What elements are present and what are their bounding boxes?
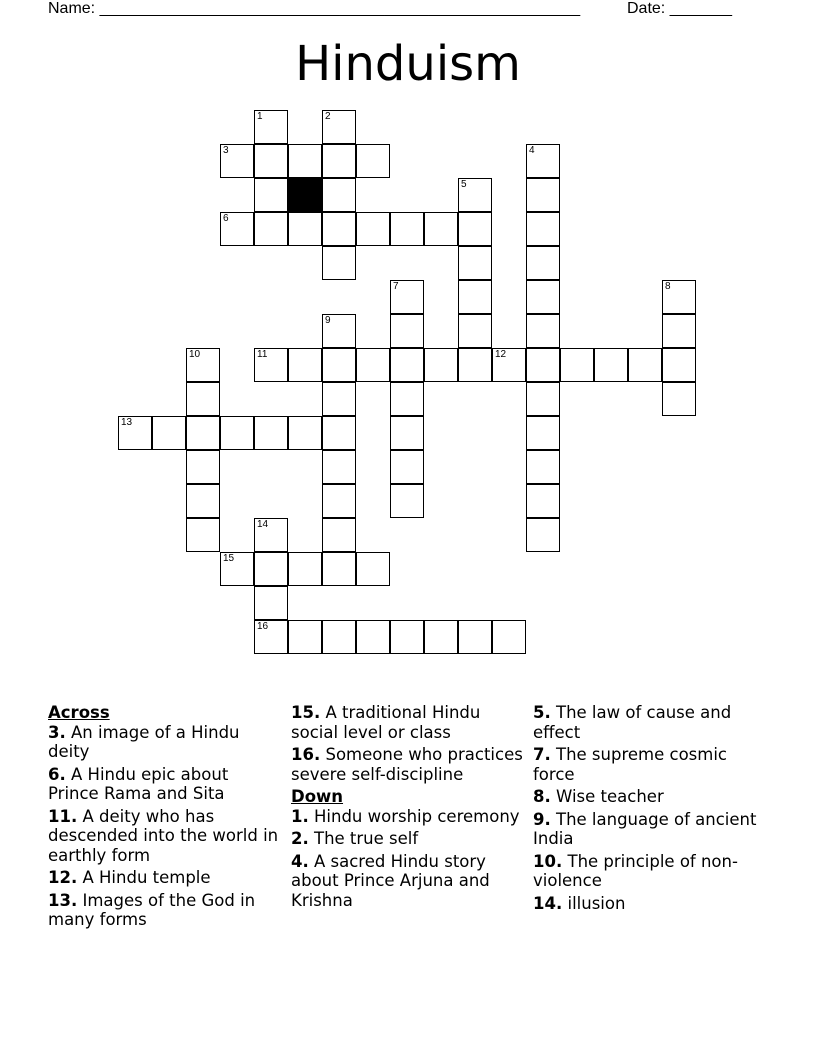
crossword-cell[interactable] (390, 314, 424, 348)
crossword-cell[interactable] (186, 382, 220, 416)
clue-across-11 (48, 807, 280, 866)
clue-column-1 (48, 703, 280, 933)
crossword-cell[interactable] (356, 144, 390, 178)
crossword-cell[interactable] (356, 212, 390, 246)
crossword-cell[interactable] (458, 246, 492, 280)
crossword-cell[interactable] (288, 144, 322, 178)
clue-number: 2. (291, 829, 309, 848)
crossword-cell[interactable] (662, 280, 696, 314)
clue-down-4 (291, 852, 523, 911)
cell-number: 15 (223, 553, 235, 564)
crossword-cell[interactable] (254, 348, 288, 382)
clue-number: 8. (533, 787, 551, 806)
crossword-cell[interactable] (322, 416, 356, 450)
clue-down-7 (533, 745, 773, 784)
crossword-cell[interactable] (322, 314, 356, 348)
crossword-cell[interactable] (458, 348, 492, 382)
name-field-label: Name: ______________________________________________________ (48, 0, 581, 17)
clue-down-2 (291, 829, 523, 849)
crossword-cell[interactable] (458, 620, 492, 654)
cell-number: 7 (393, 281, 399, 292)
clue-number: 16. (291, 745, 321, 764)
crossword-cell[interactable] (492, 348, 526, 382)
crossword-cell[interactable] (390, 348, 424, 382)
clue-text: A Hindu epic about Prince Rama and Sita (48, 764, 229, 803)
clue-text: A traditional Hindu social level or class (291, 703, 481, 742)
crossword-cell[interactable] (458, 280, 492, 314)
page-title: Hinduism (295, 36, 521, 92)
crossword-cell[interactable] (526, 382, 560, 416)
clue-number: 9. (533, 809, 551, 829)
crossword-cell[interactable] (390, 382, 424, 416)
crossword-cell[interactable] (458, 212, 492, 246)
crossword-cell[interactable] (662, 382, 696, 416)
crossword-cell[interactable] (492, 620, 526, 654)
crossword-cell[interactable] (118, 416, 152, 450)
cell-number: 2 (325, 111, 331, 122)
crossword-cell[interactable] (322, 484, 356, 518)
crossword-cell[interactable] (526, 450, 560, 484)
clue-text: A deity who has descended into the world in earthly form (48, 806, 279, 865)
clue-number: 12. (48, 868, 78, 887)
crossword-cell[interactable] (186, 348, 220, 382)
crossword-cell[interactable] (152, 416, 186, 450)
crossword-cell[interactable] (526, 518, 560, 552)
cell-number: 9 (325, 315, 331, 326)
crossword-cell[interactable] (322, 518, 356, 552)
clue-number: 15. (291, 703, 321, 722)
crossword-cell[interactable] (322, 552, 356, 586)
clue-down-14 (533, 894, 773, 914)
cell-number: 11 (257, 349, 268, 360)
clue-down-8 (533, 787, 773, 807)
date-field-label: Date: _______ (627, 0, 732, 17)
crossword-cell[interactable] (288, 552, 322, 586)
crossword-cell[interactable] (288, 212, 322, 246)
clue-number: 4. (291, 851, 309, 871)
crossword-cell[interactable] (662, 348, 696, 382)
clue-text: Someone who practices severe self-discipline (291, 745, 523, 784)
crossword-cell[interactable] (526, 416, 560, 450)
crossword-cell[interactable] (458, 314, 492, 348)
cell-number: 6 (223, 213, 229, 224)
crossword-cell[interactable] (390, 280, 424, 314)
clue-down-1 (291, 807, 523, 827)
clue-across-16 (291, 745, 523, 784)
crossword-cell[interactable] (458, 178, 492, 212)
crossword-cell[interactable] (628, 348, 662, 382)
crossword-cell[interactable] (220, 416, 254, 450)
cell-number: 13 (121, 417, 133, 428)
crossword-cell[interactable] (356, 620, 390, 654)
crossword-cell[interactable] (526, 144, 560, 178)
crossword-cell[interactable] (390, 416, 424, 450)
crossword-cell[interactable] (254, 144, 288, 178)
clue-number: 11. (48, 806, 78, 826)
clue-text: An image of a Hindu deity (48, 722, 240, 761)
crossword-cell[interactable] (390, 212, 424, 246)
crossword-cell[interactable] (322, 144, 356, 178)
clue-across-3 (48, 723, 280, 762)
crossword-cell[interactable] (662, 314, 696, 348)
crossword-cell[interactable] (526, 178, 560, 212)
crossword-cell[interactable] (254, 416, 288, 450)
crossword-cell[interactable] (322, 348, 356, 382)
crossword-cell[interactable] (186, 484, 220, 518)
clue-number: 6. (48, 764, 66, 784)
crossword-cell[interactable] (254, 178, 288, 212)
crossword-cell[interactable] (254, 110, 288, 144)
clue-across-13 (48, 891, 280, 930)
cell-number: 8 (665, 281, 671, 292)
crossword-cell[interactable] (526, 348, 560, 382)
crossword-cell[interactable] (288, 620, 322, 654)
crossword-cell[interactable] (186, 518, 220, 552)
clue-number: 14. (533, 893, 563, 913)
cell-number: 12 (495, 349, 507, 360)
crossword-cell[interactable] (526, 280, 560, 314)
clue-text: Wise teacher (556, 787, 664, 806)
clue-text: The supreme cosmic force (533, 745, 727, 784)
cell-number: 3 (223, 145, 229, 156)
crossword-cell[interactable] (526, 314, 560, 348)
crossword-cell[interactable] (254, 552, 288, 586)
clue-column-3 (533, 703, 773, 916)
cell-number: 16 (257, 621, 269, 632)
crossword-cell[interactable] (526, 484, 560, 518)
clue-text: A Hindu temple (82, 868, 211, 887)
crossword-cell[interactable] (424, 212, 458, 246)
across-heading: Across (48, 703, 110, 722)
cell-number: 10 (189, 349, 201, 360)
clue-number: 1. (291, 806, 309, 826)
crossword-cell[interactable] (254, 586, 288, 620)
crossword-cell[interactable] (526, 212, 560, 246)
clue-text: Images of the God in many forms (48, 890, 256, 929)
cell-number: 1 (257, 111, 263, 122)
clue-number: 13. (48, 890, 78, 910)
crossword-cell[interactable] (594, 348, 628, 382)
crossword-cell[interactable] (390, 484, 424, 518)
crossword-cell[interactable] (186, 416, 220, 450)
crossword-block (288, 178, 322, 212)
clue-number: 10. (533, 851, 563, 871)
clue-text: Hindu worship ceremony (314, 806, 520, 826)
crossword-cell[interactable] (220, 144, 254, 178)
clue-down-10 (533, 852, 773, 891)
clue-text: The principle of non-violence (533, 851, 738, 890)
cell-number: 14 (257, 519, 269, 530)
clue-column-2 (291, 703, 523, 913)
cell-number: 4 (529, 145, 535, 156)
clue-across-15 (291, 703, 523, 742)
crossword-cell[interactable] (390, 620, 424, 654)
crossword-cell[interactable] (424, 348, 458, 382)
crossword-cell[interactable] (288, 416, 322, 450)
crossword-cell[interactable] (220, 552, 254, 586)
clue-text: The language of ancient India (533, 809, 757, 848)
crossword-cell[interactable] (254, 212, 288, 246)
clue-text: A sacred Hindu story about Prince Arjuna and Krishna (291, 851, 490, 910)
crossword-cell[interactable] (288, 348, 322, 382)
crossword-cell[interactable] (322, 450, 356, 484)
crossword-cell[interactable] (254, 518, 288, 552)
clue-across-12 (48, 868, 280, 888)
crossword-cell[interactable] (424, 620, 458, 654)
crossword-cell[interactable] (322, 246, 356, 280)
clue-text: illusion (567, 893, 626, 913)
clue-number: 7. (533, 745, 551, 764)
crossword-cell[interactable] (356, 348, 390, 382)
crossword-cell[interactable] (390, 450, 424, 484)
crossword-cell[interactable] (322, 110, 356, 144)
crossword-cell[interactable] (322, 620, 356, 654)
crossword-cell[interactable] (526, 246, 560, 280)
crossword-cell[interactable] (322, 212, 356, 246)
crossword-cell[interactable] (322, 382, 356, 416)
down-heading: Down (291, 787, 344, 806)
cell-number: 5 (461, 179, 467, 190)
clue-down-9 (533, 810, 773, 849)
clue-down-5 (533, 703, 773, 742)
clue-across-6 (48, 765, 280, 804)
clue-number: 3. (48, 722, 66, 742)
crossword-cell[interactable] (220, 212, 254, 246)
clue-text: The law of cause and effect (533, 703, 732, 742)
clue-text: The true self (314, 829, 419, 848)
crossword-cell[interactable] (560, 348, 594, 382)
crossword-cell[interactable] (186, 450, 220, 484)
crossword-cell[interactable] (254, 620, 288, 654)
crossword-cell[interactable] (322, 178, 356, 212)
crossword-cell[interactable] (356, 552, 390, 586)
clue-number: 5. (533, 703, 551, 722)
